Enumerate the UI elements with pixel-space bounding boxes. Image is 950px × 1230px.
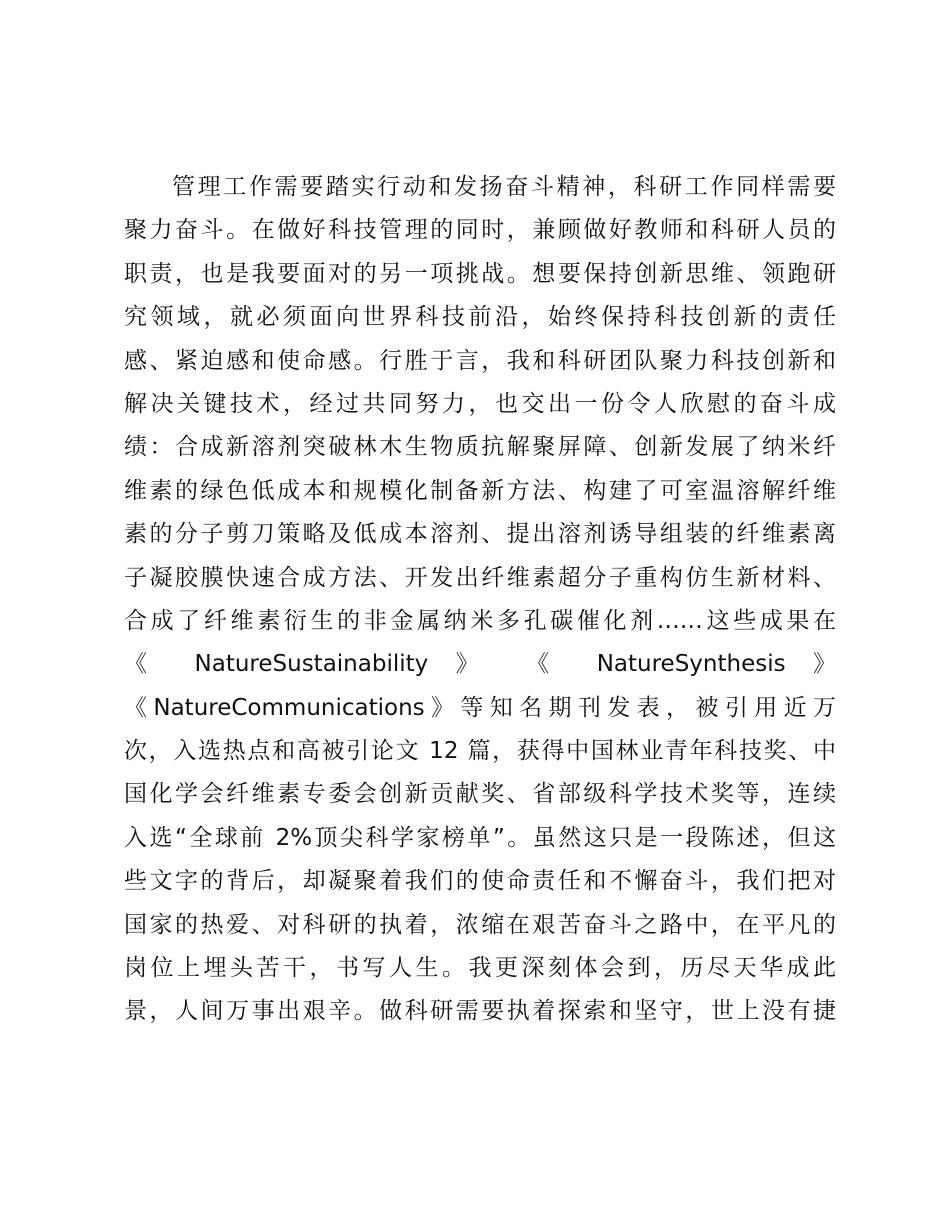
paragraph-line: 维素的绿色低成本和规模化制备新方法、构建了可室温溶解纤维 xyxy=(124,477,836,504)
paragraph-line: 聚力奋斗。在做好科技管理的同时，兼顾做好教师和科研人员的 xyxy=(124,217,836,244)
paragraph-line: 国家的热爱、对科研的执着，浓缩在艰苦奋斗之路中，在平凡的 xyxy=(124,911,836,938)
paragraph-line: 子凝胶膜快速合成方法、开发出纤维素超分子重构仿生新材料、 xyxy=(124,564,836,591)
paragraph-line: 绩：合成新溶剂突破林木生物质抗解聚屏障、创新发展了纳米纤 xyxy=(124,434,836,461)
paragraph-line: 《NatureCommunications》等知名期刊发表，被引用近万 xyxy=(124,694,836,721)
paragraph-line: 素的分子剪刀策略及低成本溶剂、提出溶剂诱导组装的纤维素离 xyxy=(124,521,836,548)
paragraph-line: 入选“全球前 2%顶尖科学家榜单”。虽然这只是一段陈述，但这 xyxy=(124,824,836,851)
paragraph-line: 究领域，就必须面向世界科技前沿，始终保持科技创新的责任 xyxy=(124,304,836,331)
paragraph-line: 感、紧迫感和使命感。行胜于言，我和科研团队聚力科技创新和 xyxy=(124,347,836,374)
paragraph-line: 景，人间万事出艰辛。做科研需要执着探索和坚守，世上没有捷 xyxy=(124,998,836,1025)
body-paragraph xyxy=(124,166,836,1034)
paragraph-line: 合成了纤维素衍生的非金属纳米多孔碳催化剂……这些成果在 xyxy=(124,607,836,634)
paragraph-line: 国化学会纤维素专委会创新贡献奖、省部级科学技术奖等，连续 xyxy=(124,781,836,808)
paragraph-line: 解决关键技术，经过共同努力，也交出一份令人欣慰的奋斗成 xyxy=(124,390,836,417)
paragraph-line: 次，入选热点和高被引论文 12 篇，获得中国林业青年科技奖、中 xyxy=(124,738,836,765)
paragraph-line: 职责，也是我要面对的另一项挑战。想要保持创新思维、领跑研 xyxy=(124,260,836,287)
paragraph-line: 岗位上埋头苦干，书写人生。我更深刻体会到，历尽天华成此 xyxy=(124,955,836,982)
paragraph-line: 管理工作需要踏实行动和发扬奋斗精神，科研工作同样需要 xyxy=(172,174,836,200)
paragraph-line: 些文字的背后，却凝聚着我们的使命责任和不懈奋斗，我们把对 xyxy=(124,868,836,895)
paragraph-line: 《 NatureSustainability 》 《 NatureSynthesis 》 xyxy=(124,651,836,678)
